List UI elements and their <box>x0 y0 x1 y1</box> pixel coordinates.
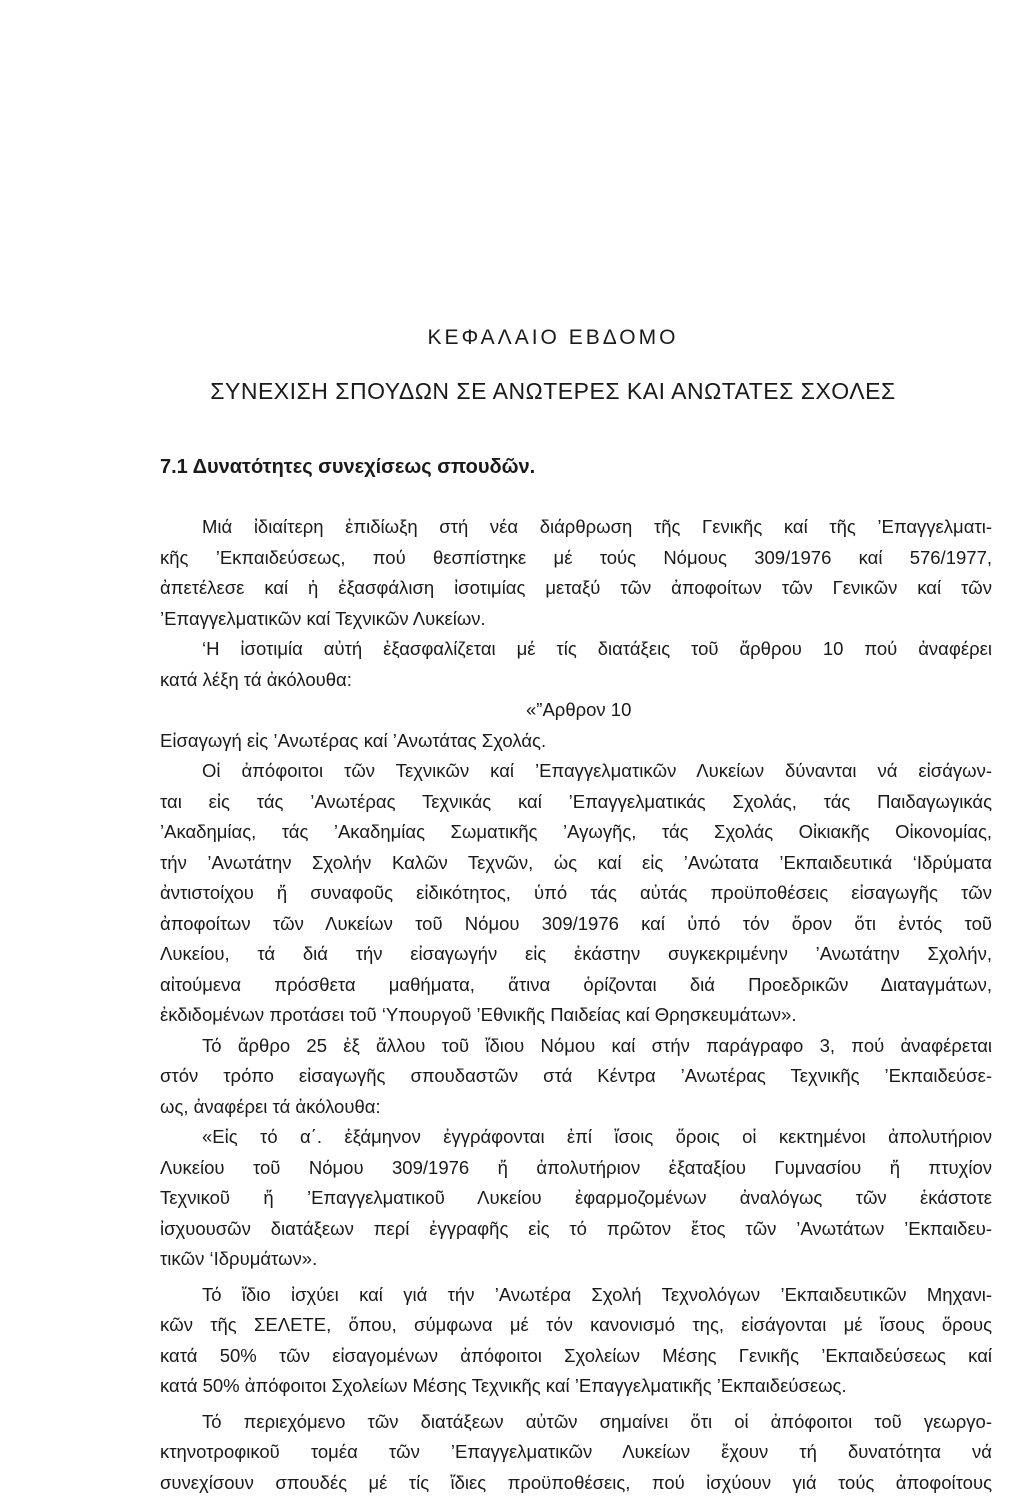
text-line: ἀπετέλεσε καί ἡ ἐξασφάλιση ἰσοτιμίας μεταξύ τῶν ἀποφοίτων τῶν Γενικῶν καί τῶν <box>160 577 992 598</box>
text-line: ἐκδιδομένων προτάσει τοῦ ‘Υπουργοῦ ’Εθνικῆς Παιδείας καί Θρησκευμάτων». <box>160 1004 797 1025</box>
text-line: ’Ακαδημίας, τάς ’Ακαδημίας Σωματικῆς ’Αγωγῆς, τάς Σχολάς Οἰκιακῆς Οἰκονομίας, <box>160 821 992 842</box>
text-line: Λυκείου τοῦ Νόμου 309/1976 ἤ ἀπολυτήριον ἑξαταξίου Γυμνασίου ἤ πτυχίον <box>160 1156 992 1178</box>
chapter-title: ΣΥΝΕΧΙΣΗ ΣΠΟΥΔΩΝ ΣΕ ΑΝΩΤΕΡΕΣ ΚΑΙ ΑΝΩΤΑΤΕΣ ΣΧΟΛΕΣ <box>210 378 896 404</box>
text-line: τήν ’Ανωτάτην Σχολήν Καλῶν Τεχνῶν, ὡς καί εἰς ’Ανώτατα ’Εκπαιδευτικά ‘Ιδρύματα <box>160 851 992 873</box>
text-line: «Εἰς τό α΄. ἑξάμηνον ἐγγράφονται ἐπί ἴσοις ὅροις οἱ κεκτημένοι ἀπολυτήριον <box>202 1126 992 1147</box>
article-title: Εἰσαγωγή εἰς ’Ανωτέρας καί ’Ανωτάτας Σχολάς. <box>160 729 547 751</box>
text-line: κτηνοτροφικοῦ τομέα τῶν ’Επαγγελματικῶν Λυκείων ἔχουν τή δυνατότητα νά <box>160 1441 992 1462</box>
text-line: Μιά ἰδιαίτερη ἐπιδίωξη στή νέα διάρθρωση τῆς Γενικῆς καί τῆς ’Επαγγελματι- <box>202 516 992 537</box>
text-line: ’Επαγγελματικῶν καί Τεχνικῶν Λυκείων. <box>160 607 486 629</box>
text-line: αἰτούμενα πρόσθετα μαθήματα, ἅτινα ὁρίζονται διά Προεδρικῶν Διαταγμάτων, <box>160 973 992 995</box>
text-line: κατά 50% ἀπόφοιτοι Σχολείων Μέσης Τεχνικῆς καί ’Επαγγελματικῆς ’Εκπαιδεύσεως. <box>160 1375 847 1396</box>
text-line: Λυκείου, τά διά τήν εἰσαγωγήν εἰς ἑκάστην συγκεκριμένην ’Ανωτάτην Σχολήν, <box>160 943 992 964</box>
text-line: ἀντιστοίχου ἤ συναφοῦς εἰδικότητος, ὑπό τάς αὐτάς προϋποθέσεις εἰσαγωγῆς τῶν <box>160 882 992 903</box>
text-line: κῶν τῆς ΣΕΛΕΤΕ, ὅπου, σύμφωνα μέ τόν κανονισμό της, εἰσάγονται μέ ἴσους ὅρους <box>160 1314 992 1335</box>
text-line: Τεχνικοῦ ἤ ’Επαγγελματικοῦ Λυκείου ἐφαρμοζομένων ἀναλόγως τῶν ἑκάστοτε <box>160 1187 992 1208</box>
text-line: Οἱ ἀπόφοιτοι τῶν Τεχνικῶν καί ’Επαγγελματικῶν Λυκείων δύνανται νά εἰσάγων- <box>202 760 992 781</box>
text-line: ται εἰς τάς ’Ανωτέρας Τεχνικάς καί ’Επαγγελματικάς Σχολάς, τάς Παιδαγωγικάς <box>160 790 992 812</box>
text-line: τικῶν ‘Ιδρυμάτων». <box>160 1248 318 1269</box>
text-line: στόν τρόπο εἰσαγωγῆς σπουδαστῶν στά Κέντρα ’Ανωτέρας Τεχνικῆς ’Εκπαιδεύσε- <box>160 1065 992 1086</box>
article-heading: «”Αρθρον 10 <box>526 699 632 720</box>
text-line: ἰσχυουσῶν διατάξεων περί ἐγγραφῆς εἰς τό πρῶτον ἔτος τῶν ’Ανωτάτων ’Εκπαιδευ- <box>160 1217 992 1239</box>
text-line: ‘Η ἰσοτιμία αὐτή ἐξασφαλίζεται μέ τίς διατάξεις τοῦ ἄρθρου 10 πού ἀναφέρει <box>202 638 992 659</box>
text-line: κατά λέξη τά ἀκόλουθα: <box>160 668 352 690</box>
text-line: κῆς ’Εκπαιδεύσεως, πού θεσπίστηκε μέ τούς Νόμους 309/1976 καί 576/1977, <box>160 546 992 568</box>
text-line: Τό ἄρθρο 25 ἐξ ἄλλου τοῦ ἴδιου Νόμου καί στήν παράγραφο 3, πού ἀναφέρεται <box>202 1034 992 1056</box>
text-line: ἀποφοίτων τῶν Λυκείων τοῦ Νόμου 309/1976 καί ὑπό τόν ὅρον ὅτι ἐντός τοῦ <box>160 912 992 934</box>
text-line: κατά 50% τῶν εἰσαγομένων ἀπόφοιτοι Σχολείων Μέσης Γενικῆς ’Εκπαιδεύσεως καί <box>160 1344 992 1366</box>
text-line: ως, ἀναφέρει τά ἀκόλουθα: <box>160 1095 381 1117</box>
text-line: Τό περιεχόμενο τῶν διατάξεων αὐτῶν σημαίνει ὅτι οἱ ἀπόφοιτοι τοῦ γεωργο- <box>202 1410 992 1432</box>
text-line: Τό ἴδιο ἰσχύει καί γιά τήν ’Ανωτέρα Σχολή Τεχνολόγων ’Εκπαιδευτικῶν Μηχανι- <box>202 1283 992 1305</box>
body-text <box>160 512 992 1498</box>
chapter-heading: ΚΕΦΑΛΑΙΟ ΕΒΔΟΜΟ <box>427 326 679 349</box>
section-heading: 7.1 Δυνατότητες συνεχίσεως σπουδῶν. <box>160 456 536 478</box>
text-line: συνεχίσουν σπουδές μέ τίς ἴδιες προϋποθέσεις, πού ἰσχύουν γιά τούς ἀποφοίτους <box>160 1471 992 1493</box>
